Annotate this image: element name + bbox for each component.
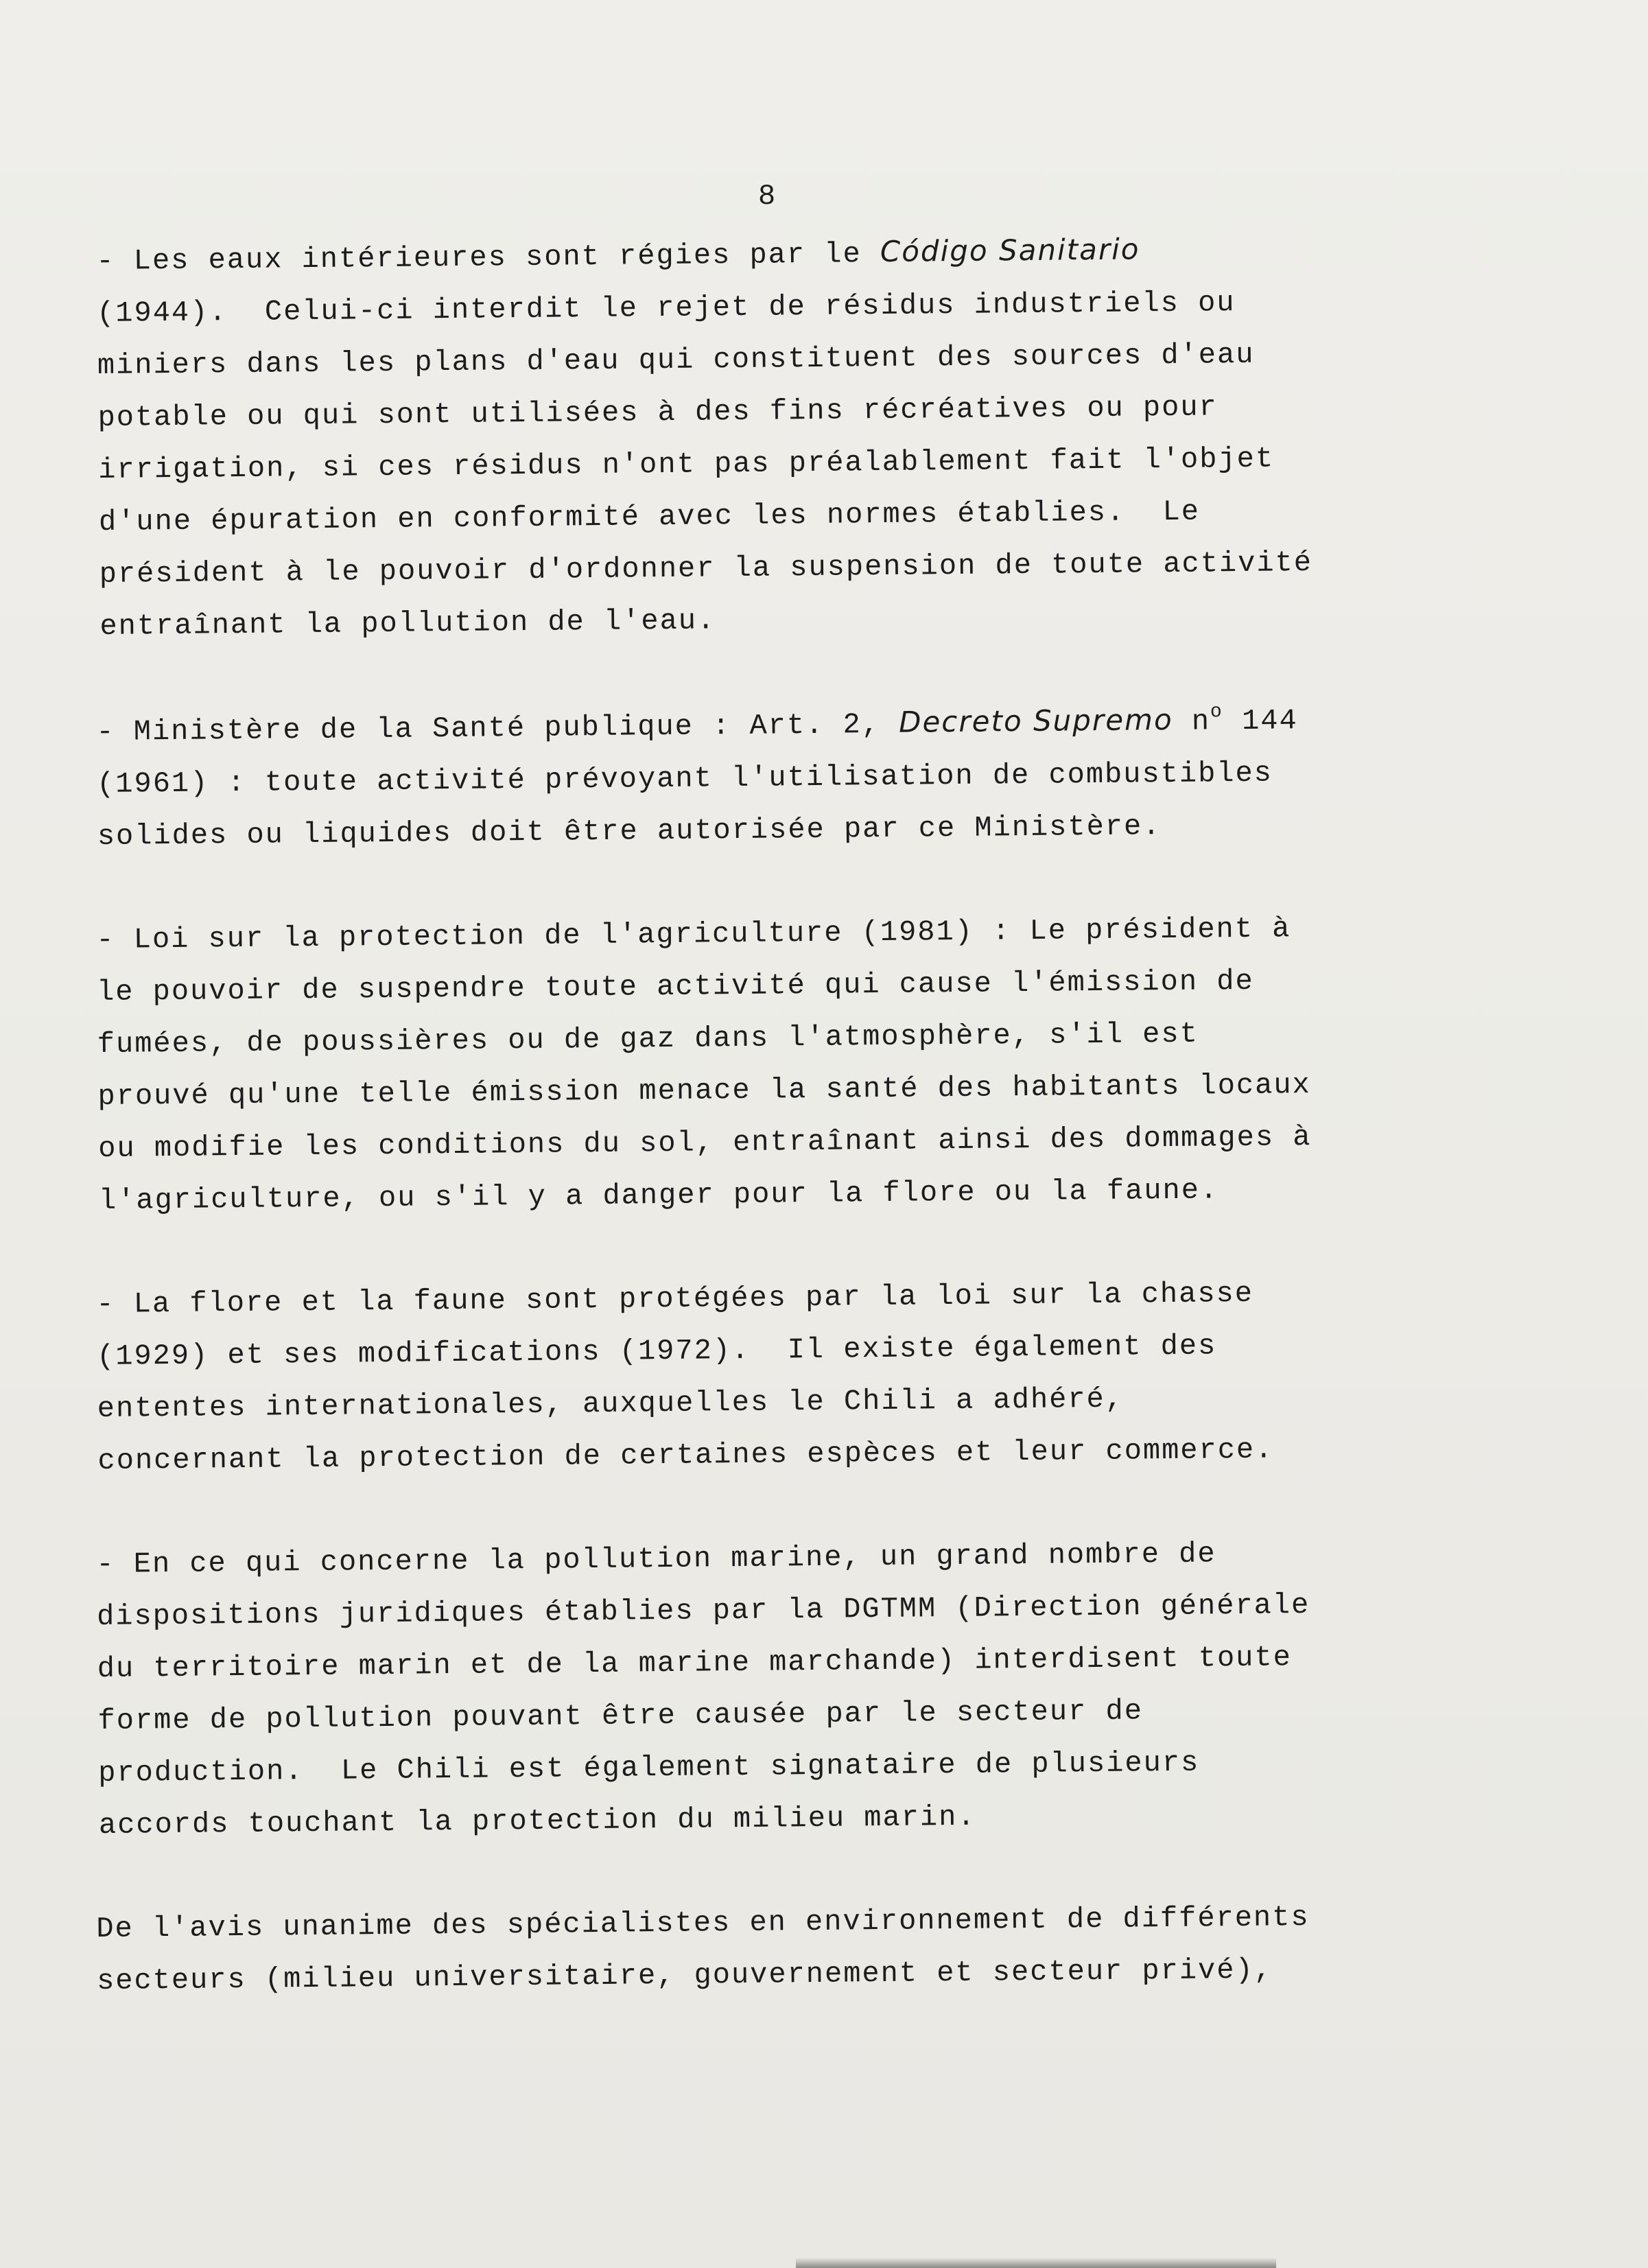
text-line: d'une épuration en conformité avec les normes établies. Le — [98, 495, 1201, 539]
text-line: dispositions juridiques établies par la DGTMM (Direction générale — [96, 1589, 1310, 1633]
text-line: forme de pollution pouvant être causée par le secteur de — [97, 1694, 1144, 1738]
text-line: (1944). Celui-ci interdit le rejet de résidus industriels ou — [96, 286, 1236, 330]
paragraph-public-health — [96, 691, 1470, 863]
paragraph-flora-fauna — [96, 1265, 1470, 1487]
text-line: (1929) et ses modifications (1972). Il existe également des — [96, 1329, 1217, 1373]
text-line: - La flore et la faune sont protégées par la loi sur la chasse — [96, 1276, 1254, 1321]
body-text — [96, 233, 1468, 2059]
text-line: ententes internationales, auxquelles le Chili a adhéré, — [97, 1382, 1125, 1425]
text-line: accords touchant la protection du milieu marin. — [98, 1800, 976, 1842]
text-line: secteurs (milieu universitaire, gouvernement et secteur privé), — [96, 1953, 1273, 1998]
text-line: président à le pouvoir d'ordonner la suspension de toute activité — [99, 546, 1313, 591]
text-line: du territoire marin et de la marine marchande) interdisent toute — [97, 1641, 1293, 1685]
page-number: 8 — [758, 180, 777, 213]
text-line: irrigation, si ces résidus n'ont pas préalablement fait l'objet — [98, 442, 1275, 487]
text-line: prouvé qu'une telle émission menace la santé des habitants locaux — [97, 1068, 1311, 1113]
paragraph-inland-waters — [96, 220, 1472, 653]
text-line: - En ce qui concerne la pollution marine, un grand nombre de — [96, 1537, 1216, 1581]
text-line: - Les eaux intérieures sont régies par le Código Sanitario — [96, 232, 1140, 278]
text-line: l'agriculture, ou s'il y a danger pour la flore ou la faune. — [98, 1173, 1219, 1217]
text-line: fumées, de poussières ou de gaz dans l'atmosphère, s'il est — [97, 1017, 1199, 1061]
text-line: production. Le Chili est également signataire de plusieurs — [98, 1746, 1200, 1790]
text-line: potable ou qui sont utilisées à des fins récréatives ou pour — [97, 390, 1218, 434]
text-line: le pouvoir de suspendre toute activité qui cause l'émission de — [96, 964, 1254, 1009]
paragraph-expert-opinion — [96, 1890, 1469, 2007]
text-line: - Ministère de la Santé publique : Art. 2, Decreto Supremo $n^o$ 144 — [96, 701, 1298, 749]
paragraph-marine-pollution — [96, 1525, 1471, 1851]
scan-edge-shadow — [796, 2258, 1276, 2268]
text-line: concernant la protection de certaines espèces et leur commerce. — [97, 1433, 1274, 1477]
text-line: - Loi sur la protection de l'agriculture (1981) : Le président à — [96, 912, 1291, 957]
text-line: entraînant la pollution de l'eau. — [99, 604, 716, 643]
text-line: ou modifie les conditions du sol, entraînant ainsi des dommages à — [98, 1121, 1312, 1165]
text-line: miniers dans les plans d'eau qui constituent des sources d'eau — [97, 338, 1255, 382]
text-line: De l'avis unanime des spécialistes en environnement de différents — [96, 1901, 1310, 1945]
text-line: (1961) : toute activité prévoyant l'utilisation de combustibles — [96, 756, 1273, 801]
paragraph-agriculture-law — [96, 901, 1471, 1227]
text-line: solides ou liquides doit être autorisée par ce Ministère. — [97, 810, 1162, 853]
